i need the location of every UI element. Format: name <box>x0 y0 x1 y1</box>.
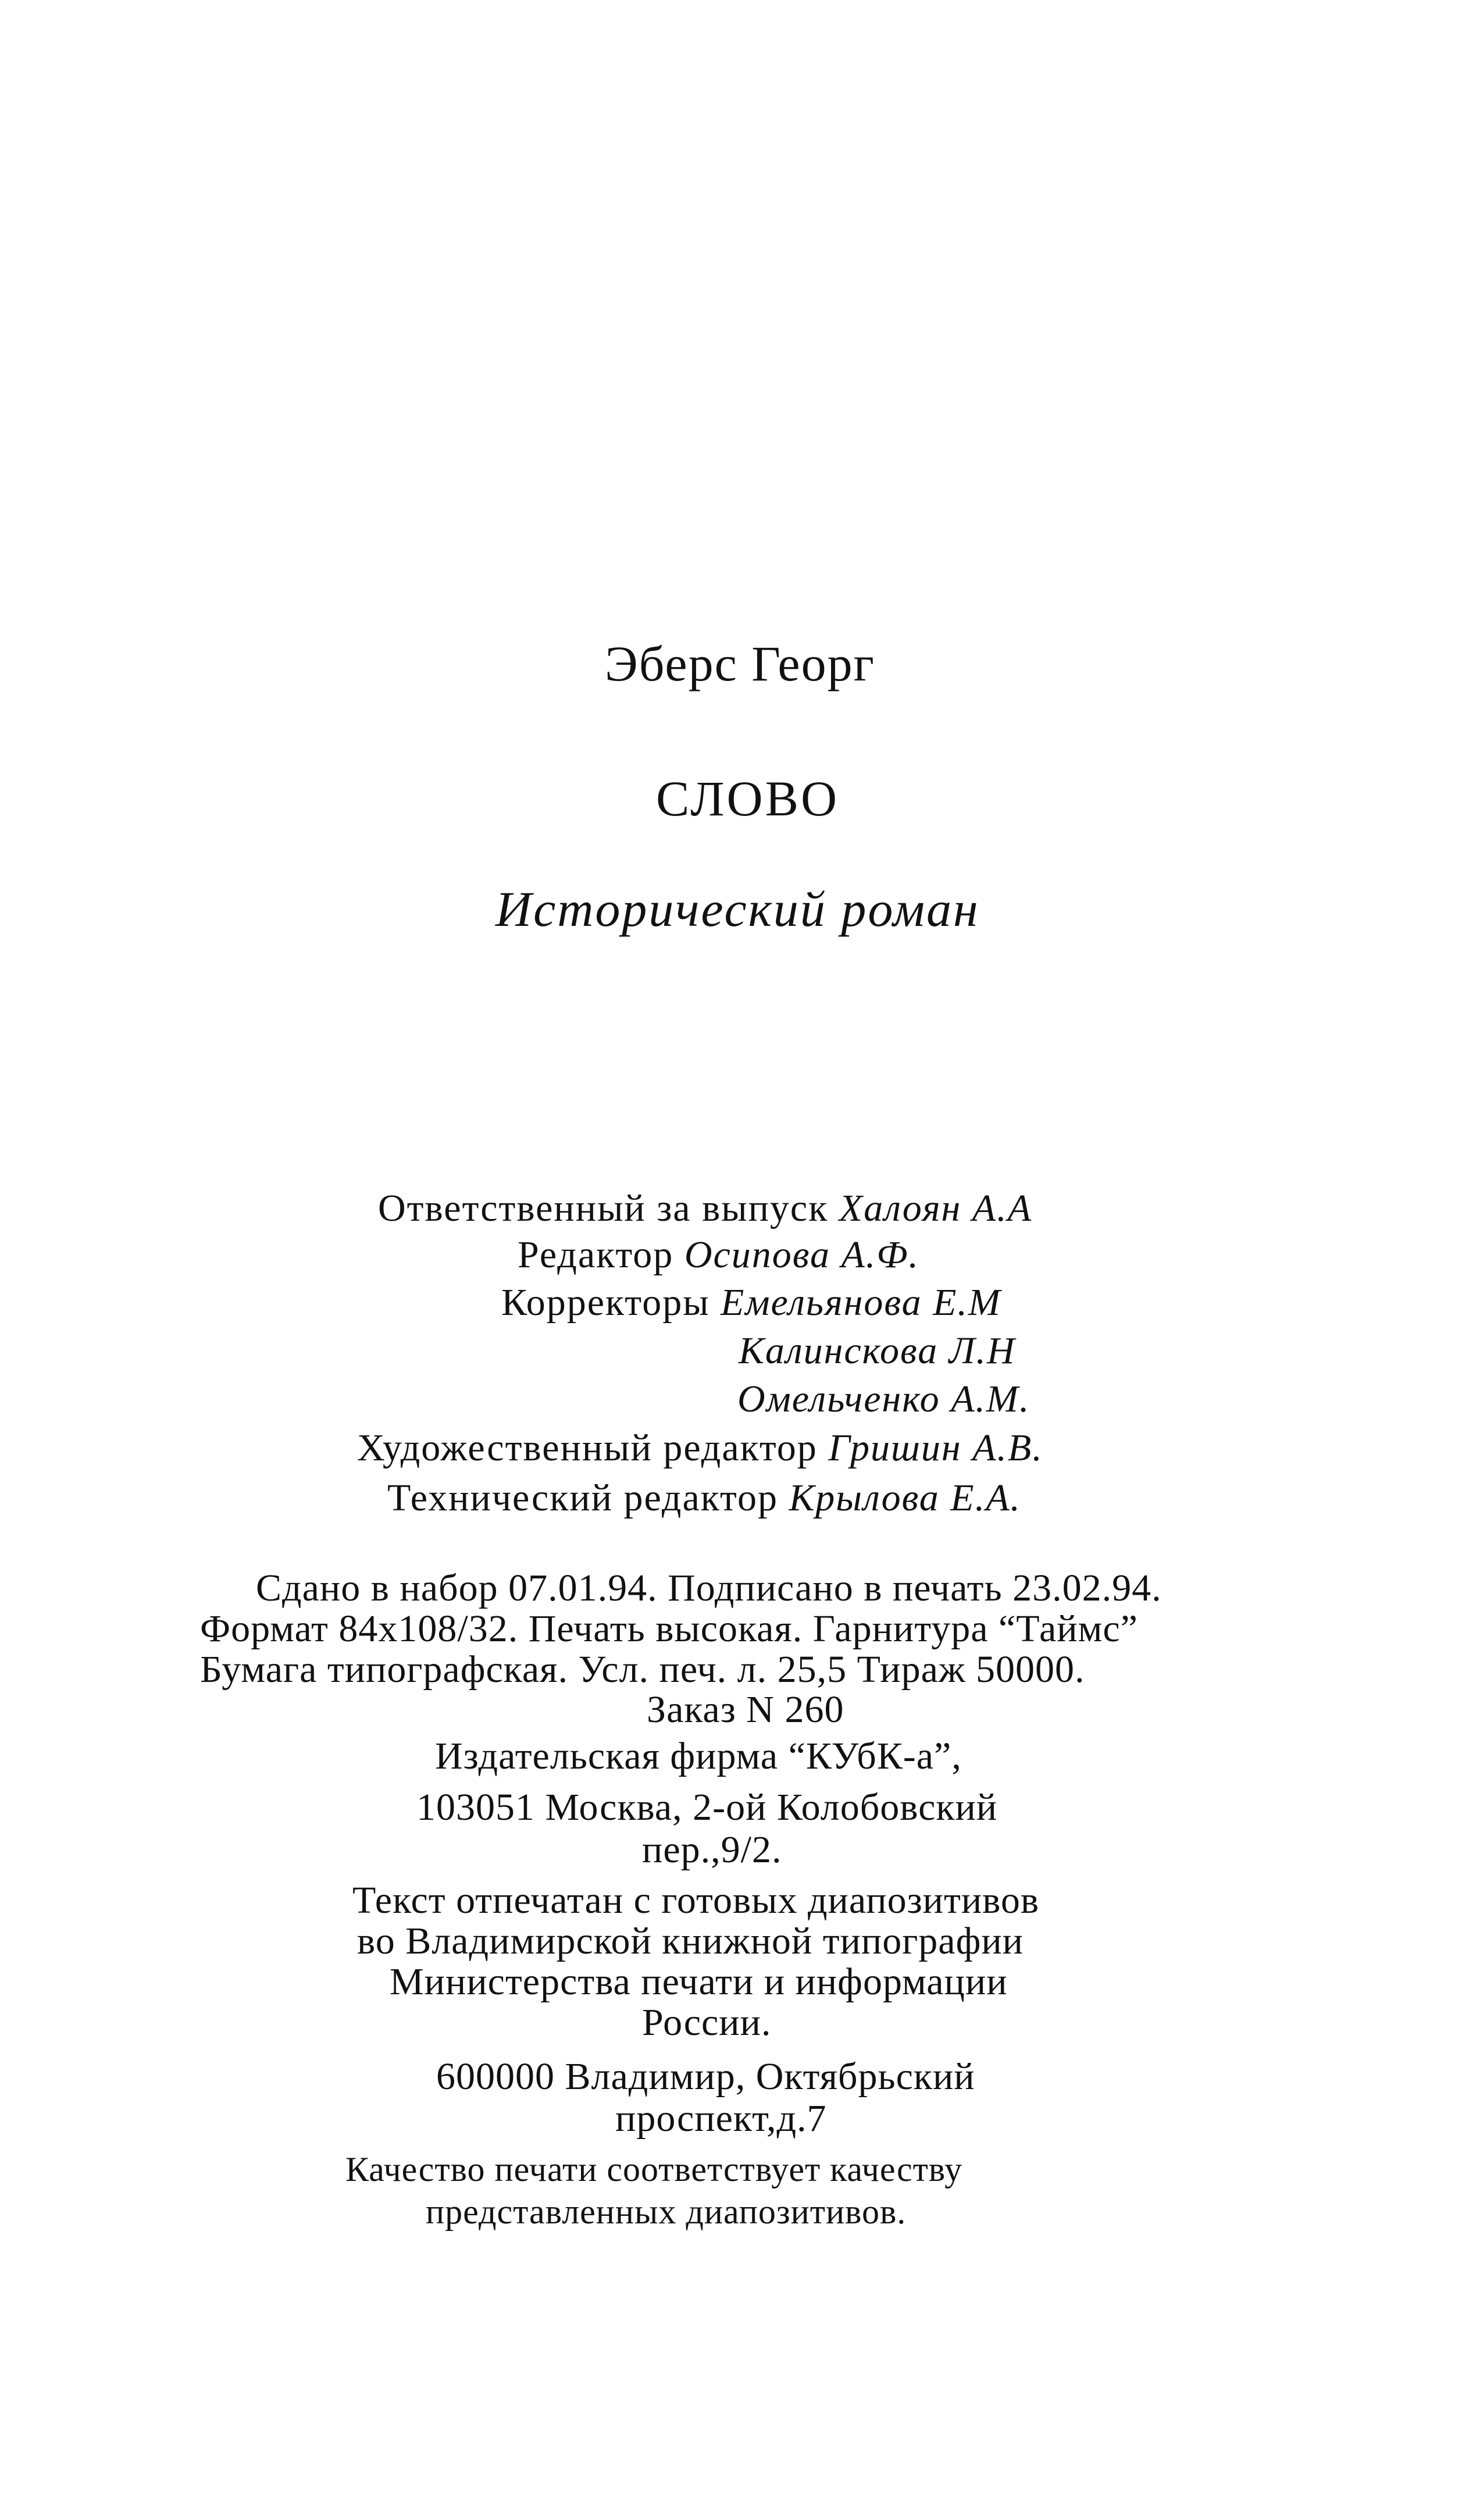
imprint-line: Качество печати соответствует качеству <box>345 2150 963 2188</box>
imprint-line: Текст отпечатан с готовых диапозитивов <box>352 1879 1040 1922</box>
imprint-line: пер.,9/2. <box>642 1828 782 1871</box>
credit-role: Корректоры <box>501 1281 721 1324</box>
imprint-line: проспект,д.7 <box>615 2097 827 2140</box>
book-title: СЛОВО <box>656 771 840 826</box>
credit-role: Технический редактор <box>387 1477 789 1519</box>
credit-name: Халоян А.А <box>839 1187 1032 1229</box>
imprint-line: Издательская фирма “КУбК-а”, <box>435 1735 962 1777</box>
credit-name: Крылова Е.А. <box>789 1477 1021 1519</box>
credit-role: Редактор <box>518 1234 684 1276</box>
credit-line-art-editor <box>357 1429 1043 1467</box>
author-name: Эберс Георг <box>605 636 875 692</box>
book-genre: Исторический роман <box>495 881 980 937</box>
credit-line-technical-editor <box>387 1479 1021 1517</box>
credit-name: Емельянова Е.М <box>721 1281 1001 1324</box>
imprint-line: Сдано в набор 07.01.94. Подписано в печать 23.02.94. <box>256 1567 1162 1609</box>
imprint-line: Бумага типографская. Усл. печ. л. 25,5 Тираж 50000. <box>200 1648 1085 1691</box>
imprint-line: во Владимирской книжной типографии <box>357 1920 1024 1962</box>
imprint-line: 103051 Москва, 2-ой Колобовский <box>416 1786 998 1828</box>
imprint-line: 600000 Владимир, Октябрьский <box>436 2055 975 2098</box>
credit-line-editor <box>518 1236 919 1274</box>
credit-name: Калинскова Л.Н <box>739 1329 1016 1372</box>
credit-line-proofreader-2 <box>739 1329 1016 1372</box>
imprint-line: Формат 84х108/32. Печать высокая. Гарнитура “Таймс” <box>200 1607 1138 1650</box>
imprint-line: России. <box>642 2001 772 2044</box>
credit-name: Осипова А.Ф. <box>684 1234 919 1276</box>
credit-line-proofreaders <box>501 1281 1001 1324</box>
credit-line-proofreader-3 <box>737 1380 1030 1418</box>
credit-name: Гришин А.В. <box>828 1427 1043 1469</box>
credit-role: Художественный редактор <box>357 1427 829 1469</box>
imprint-line: Заказ N 260 <box>647 1688 844 1731</box>
imprint-line: представленных диапозитивов. <box>426 2193 907 2231</box>
credit-name: Омельченко А.М. <box>737 1378 1031 1420</box>
credit-role: Ответственный за выпуск <box>378 1187 839 1229</box>
imprint-line: Министерства печати и информации <box>390 1961 1008 2003</box>
credit-line-release-editor <box>378 1189 1032 1228</box>
